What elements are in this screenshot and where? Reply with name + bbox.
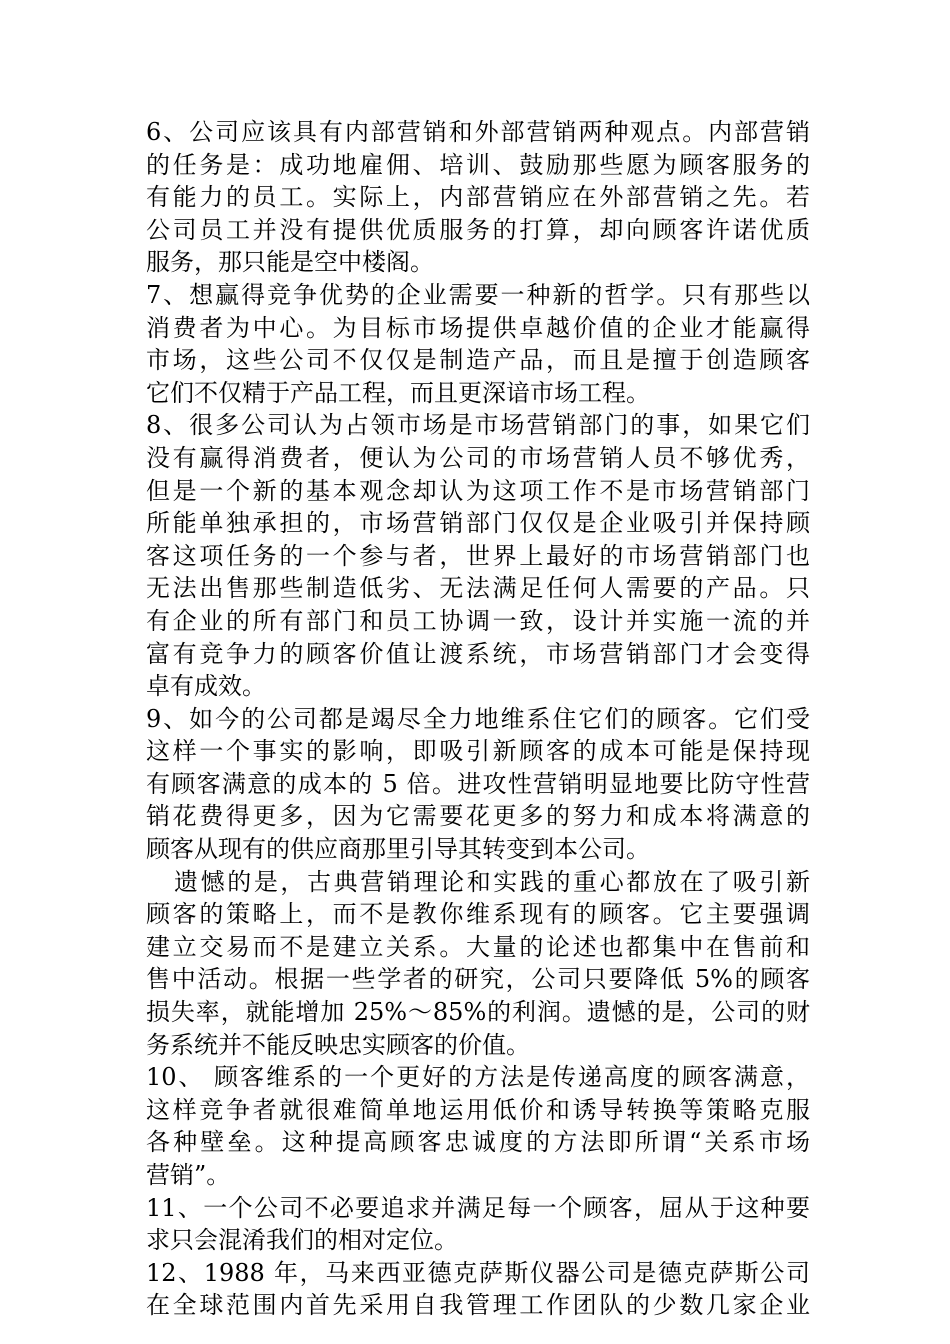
text-line: 富有竞争力的顾客价值让渡系统，市场营销部门才会变得 <box>146 639 810 668</box>
text-line: 损失率，就能增加 25%～85%的利润。遗憾的是，公司的财 <box>146 998 810 1027</box>
text-line: 6、公司应该具有内部营销和外部营销两种观点。内部营销 <box>146 118 810 146</box>
text-line: 务系统并不能反映忠实顾客的价值。 <box>146 1030 530 1059</box>
text-line: 所能单独承担的，市场营销部门仅仅是企业吸引并保持顾 <box>146 509 810 538</box>
paragraph-9-continued <box>146 866 810 1062</box>
text-line: 没有赢得消费者，便认为公司的市场营销人员不够优秀， <box>146 443 810 472</box>
text-line: 遗憾的是，古典营销理论和实践的重心都放在了吸引新 <box>174 867 810 896</box>
text-line: 公司员工并没有提供优质服务的打算，却向顾客许诺优质 <box>146 215 810 244</box>
document-page <box>146 116 810 1322</box>
text-line: 消费者为中心。为目标市场提供卓越价值的企业才能赢得 <box>146 313 810 342</box>
paragraph-12 <box>146 1257 810 1322</box>
text-line: 7、想赢得竞争优势的企业需要一种新的哲学。只有那些以 <box>146 280 810 309</box>
text-line: 建立交易而不是建立关系。大量的论述也都集中在售前和 <box>146 932 810 961</box>
text-line: 有能力的员工。实际上，内部营销应在外部营销之先。若 <box>146 183 810 212</box>
text-line: 9、如今的公司都是竭尽全力地维系住它们的顾客。它们受 <box>146 704 810 733</box>
text-line: 顾客的策略上，而不是教你维系现有的顾客。它主要强调 <box>146 900 810 929</box>
paragraph-10 <box>146 1061 810 1191</box>
text-line: 顾客从现有的供应商那里引导其转变到本公司。 <box>146 835 650 864</box>
text-line: 10、 顾客维系的一个更好的方法是传递高度的顾客满意， <box>146 1063 810 1092</box>
text-line: 各种壁垒。这种提高顾客忠诚度的方法即所谓“关系市场 <box>146 1128 810 1157</box>
text-line: 服务，那只能是空中楼阁。 <box>146 248 434 277</box>
text-line: 无法出售那些制造低劣、无法满足任何人需要的产品。只 <box>146 574 810 603</box>
paragraph-6 <box>146 116 810 279</box>
text-line: 销花费得更多，因为它需要花更多的努力和成本将满意的 <box>146 802 810 831</box>
paragraph-8 <box>146 409 810 702</box>
text-line: 它们不仅精于产品工程，而且更深谙市场工程。 <box>146 378 650 407</box>
text-line: 客这项任务的一个参与者，世界上最好的市场营销部门也 <box>146 541 810 570</box>
text-line: 营销”。 <box>146 1161 231 1189</box>
text-line: 有顾客满意的成本的 5 倍。进攻性营销明显地要比防守性营 <box>146 769 810 798</box>
text-line: 卓有成效。 <box>146 672 266 701</box>
paragraph-9 <box>146 703 810 866</box>
text-line: 在全球范围内首先采用自我管理工作团队的少数几家企业 <box>146 1291 810 1320</box>
text-line: 8、很多公司认为占领市场是市场营销部门的事，如果它们 <box>146 411 810 440</box>
text-line: 这样一个事实的影响，即吸引新顾客的成本可能是保持现 <box>146 737 810 766</box>
text-line: 的任务是：成功地雇佣、培训、鼓励那些愿为顾客服务的 <box>146 150 810 179</box>
paragraph-7 <box>146 279 810 409</box>
text-line: 但是一个新的基本观念却认为这项工作不是市场营销部门 <box>146 476 810 505</box>
text-line: 售中活动。根据一些学者的研究，公司只要降低 5%的顾客 <box>146 965 810 994</box>
text-line: 求只会混淆我们的相对定位。 <box>146 1226 458 1255</box>
text-line: 12、1988 年，马来西亚德克萨斯仪器公司是德克萨斯公司 <box>146 1258 810 1287</box>
text-line: 11、一个公司不必要追求并满足每一个顾客，屈从于这种要 <box>146 1193 810 1222</box>
text-line: 这样竞争者就很难简单地运用低价和诱导转换等策略克服 <box>146 1095 810 1124</box>
text-line: 有企业的所有部门和员工协调一致，设计并实施一流的并 <box>146 606 810 635</box>
text-line: 市场，这些公司不仅仅是制造产品，而且是擅于创造顾客 <box>146 346 810 375</box>
paragraph-11 <box>146 1192 810 1257</box>
